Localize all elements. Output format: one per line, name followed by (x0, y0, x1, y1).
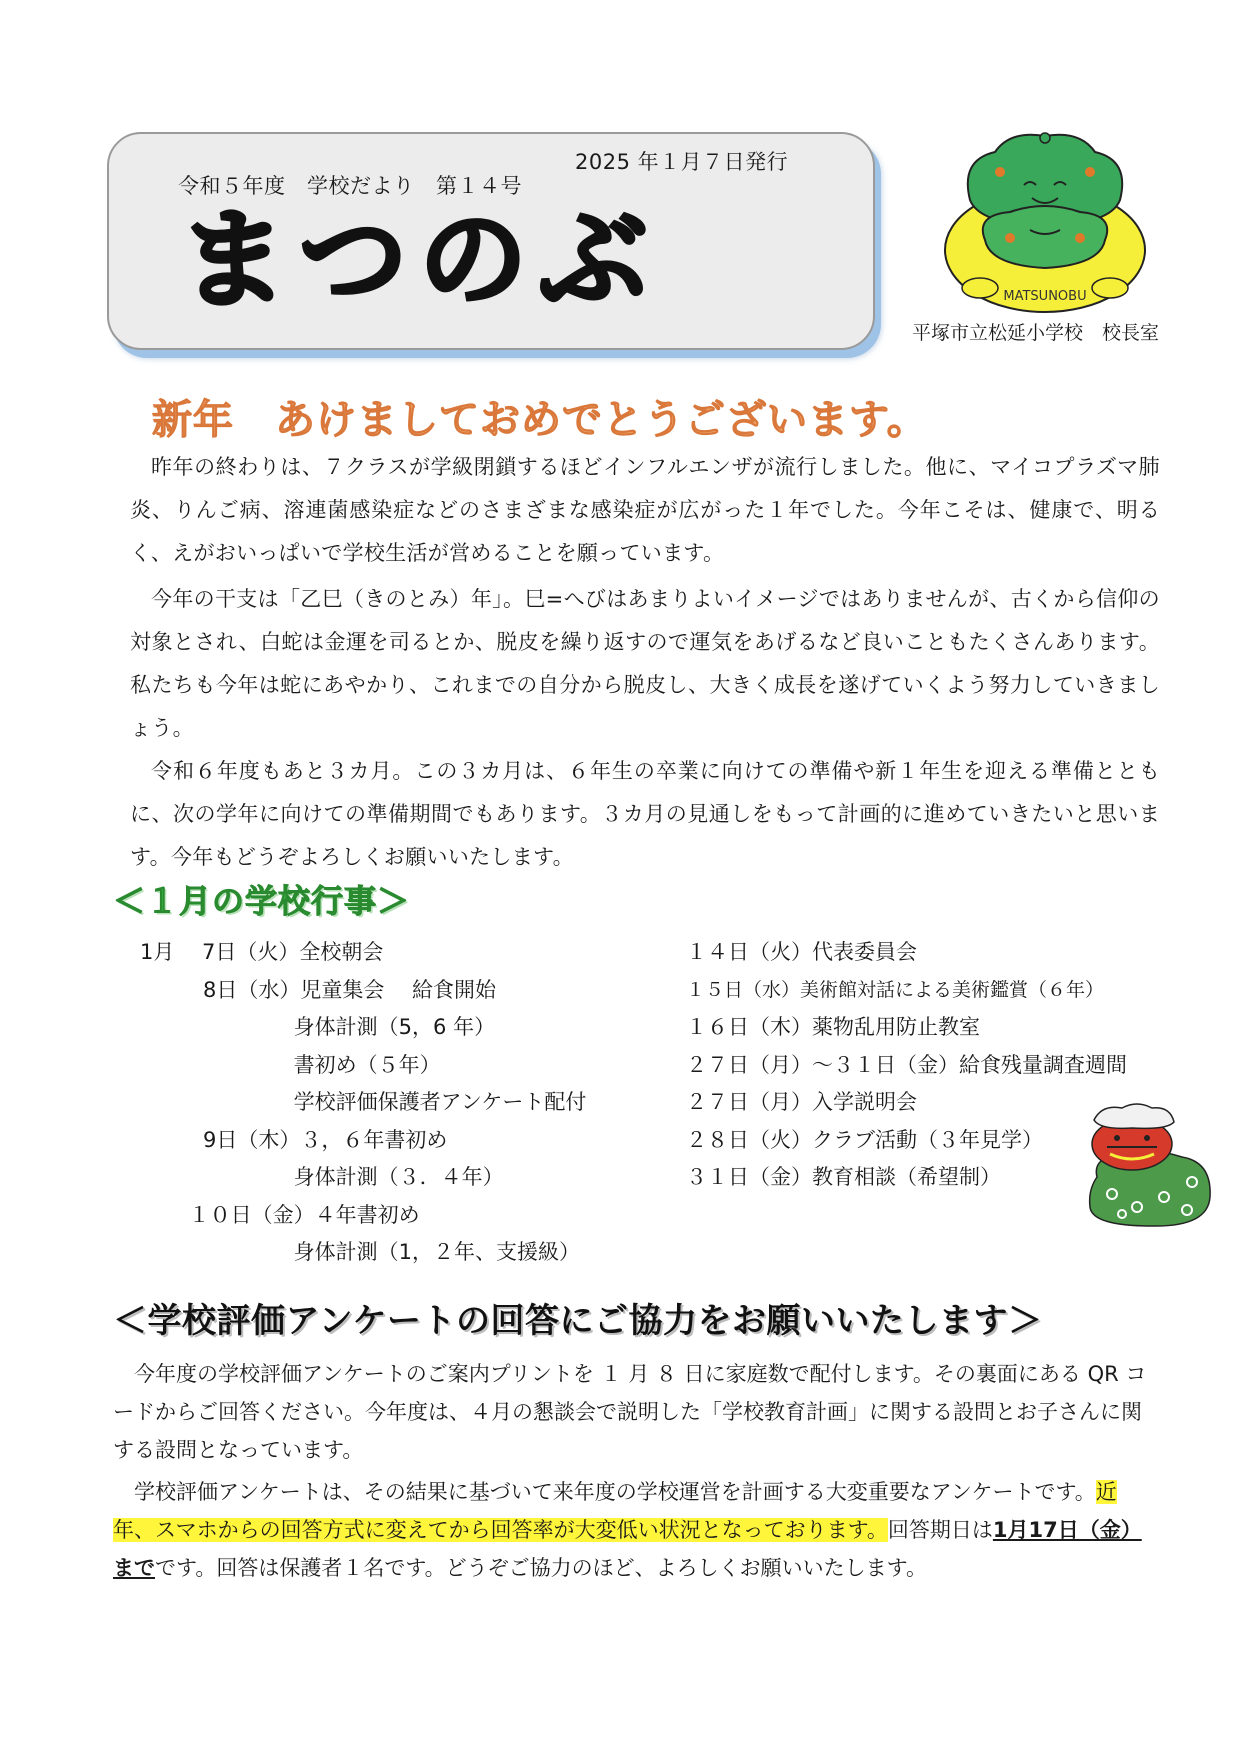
intro-paragraph-3: 令和６年度もあと３カ月。この３カ月は、６年生の卒業に向けての準備や新１年生を迎える準備とともに、次の学年に向けての準備期間でもあります。３カ月の見通しをもって計画的に進めていきたいと思います。今年もどうぞよろしくお願いいたします。 (130, 759, 1160, 869)
event-item: １０日（金）４年書初め (140, 1202, 420, 1227)
survey-text: 学校評価アンケートは、その結果に基づいて来年度の学校運営を計画する大変重要なアンケートです。 (134, 1480, 1096, 1504)
event-item: １６日（木）薬物乱用防止教室 (686, 1015, 980, 1039)
survey-text: です。回答は保護者１名です。どうぞご協力のほど、よろしくお願いいたします。 (155, 1556, 927, 1580)
highlighted-notice: 近年、スマホからの回答方式に変えてから回答率が大変低い状況となっております。 (113, 1480, 1117, 1542)
event-item: ３１日（金）教育相談（希望制） (686, 1165, 1001, 1189)
masthead-card (107, 132, 875, 350)
new-year-greeting: 新年 あけましておめでとうございます。 (152, 397, 928, 443)
survey-section-title: ＜学校評価アンケートの回答にご協力をお願いいたします＞ (113, 1301, 1043, 1341)
intro-paragraph-1: 昨年の終わりは、７クラスが学級閉鎖するほどインフルエンザが流行しました。他に、マイコプラズマ肺炎、りんご病、溶連菌感染症などのさまざまな感染症が広がった１年でした。今年こそは、健康で、明るく、えがおいっぱいで学校生活が営めることを願っています。 (130, 455, 1160, 565)
event-item: 書初め（５年） (140, 1052, 441, 1077)
events-list-left (140, 934, 700, 1272)
intro-paragraph-2: 今年の干支は「乙巳（きのとみ）年」。巳=へびはあまりよいイメージではありませんが、古くから信仰の対象とされ、白蛇は金運を司るとか、脱皮を繰り返すので運気をあげるなど良いこともたくさんあります。私たちも今年は蛇にあやかり、これまでの自分から脱皮し、大きく成長を遂げていくよう努力していきましょう。 (130, 587, 1160, 740)
event-item: 身体計測（1，２年、支援級） (140, 1240, 581, 1264)
event-item: ２７日（月）入学説明会 (686, 1090, 917, 1114)
events-section-title: ＜１月の学校行事＞ (113, 882, 411, 920)
event-item: 身体計測（5，6 年） (140, 1015, 496, 1039)
event-item: 9日（木）３，６年書初め (140, 1127, 448, 1152)
survey-text: 回答期日は (887, 1518, 993, 1542)
survey-paragraph-2 (113, 1473, 1158, 1587)
lion-dance-icon (1082, 1102, 1217, 1230)
event-item: 身体計測（３．４年） (140, 1165, 504, 1189)
event-item: 学校評価保護者アンケート配付 (140, 1090, 587, 1114)
issue-number: 令和５年度 学校だより 第１４号 (178, 174, 523, 198)
deadline-date: 1月17日（金）まで (113, 1518, 1142, 1580)
school-name: 平塚市立松延小学校 校長室 (912, 322, 1160, 344)
mascot-label: MATSUNOBU (1003, 289, 1087, 304)
event-item: 8日（水）児童集会 給食開始 (140, 977, 497, 1002)
survey-paragraph-1: 今年度の学校評価アンケートのご案内プリントを １ 月 ８ 日に家庭数で配付します。その裏面にある QR コードからご回答ください。今年度は、４月の懇談会で説明した「学校教育計画」に関する設問とお子さんに関する設問となっています。 (113, 1362, 1147, 1462)
publish-date: 2025 年１月７日発行 (575, 150, 789, 174)
event-item: １５日（水）美術館対話による美術鑑賞（６年） (686, 978, 1105, 1001)
event-item: １４日（火）代表委員会 (686, 940, 917, 964)
event-item: ２７日（月）～３１日（金）給食残量調査週間 (686, 1052, 1127, 1077)
event-item: 1月 7日（火）全校朝会 (140, 940, 384, 964)
pine-mascot-icon (940, 130, 1150, 315)
event-item: ２８日（火）クラブ活動（３年見学） (686, 1127, 1043, 1152)
newsletter-title: まつのぶ (179, 198, 660, 323)
